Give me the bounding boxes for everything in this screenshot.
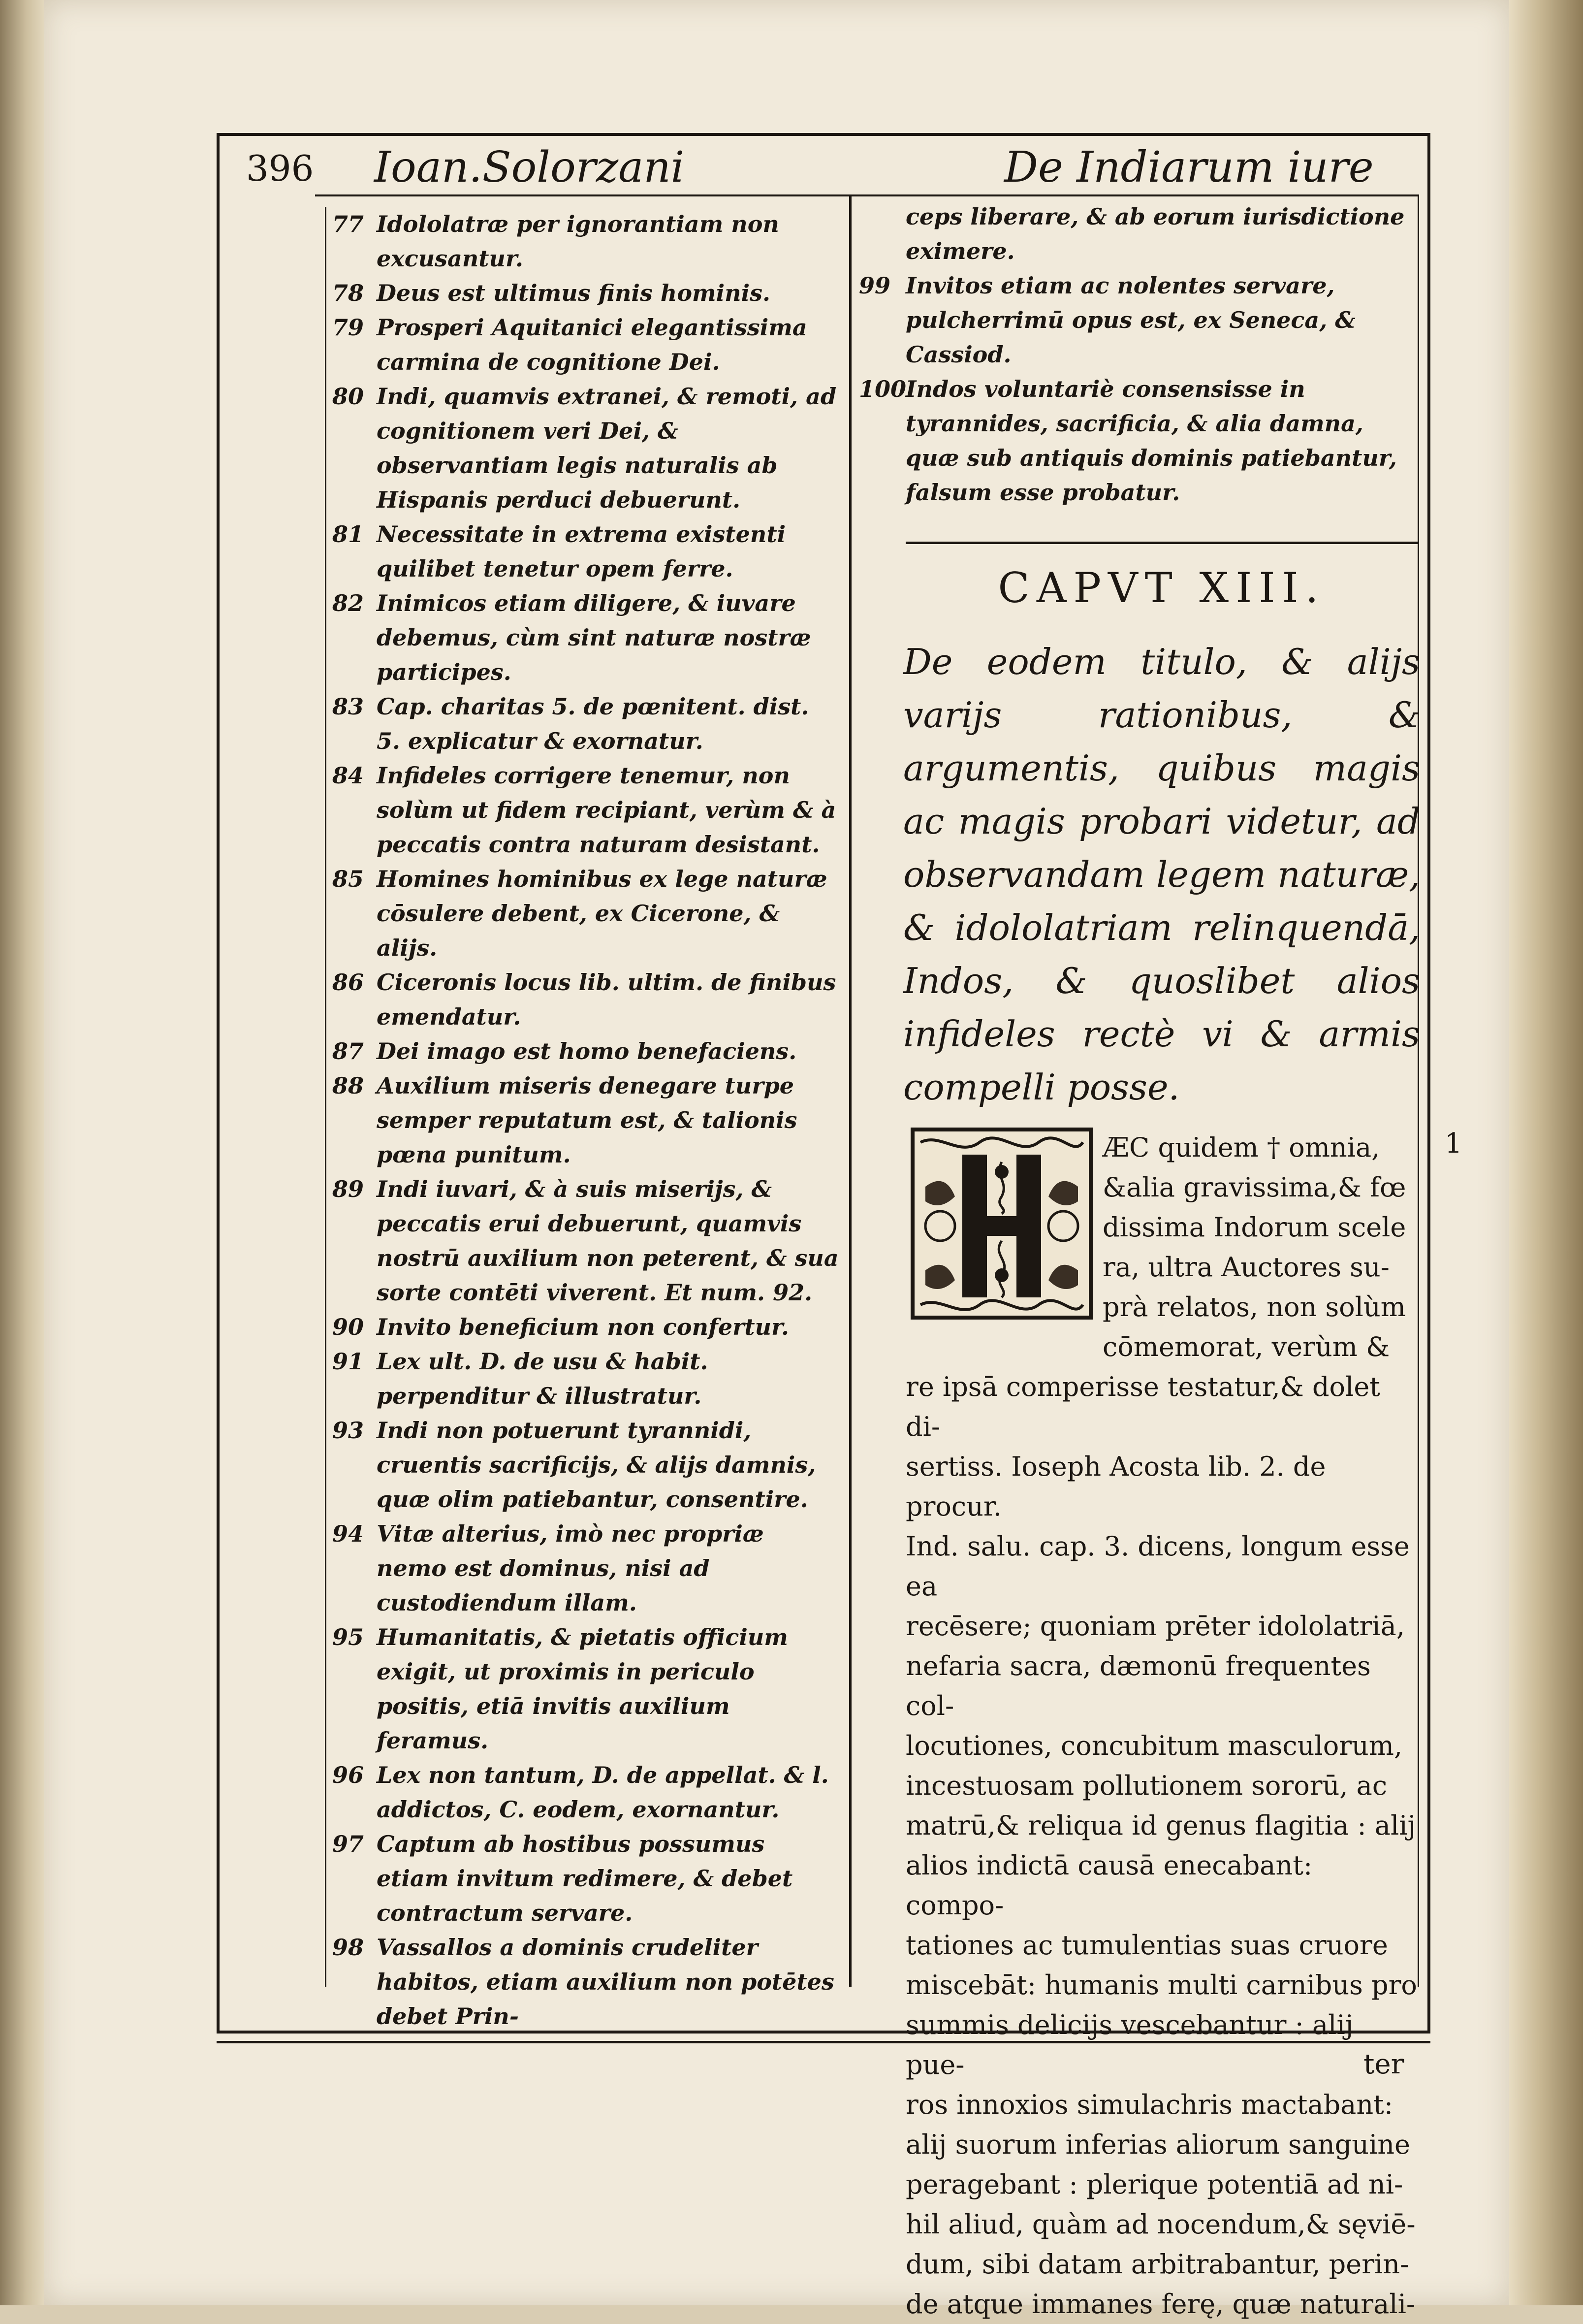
body-line: alij suorum inferias aliorum sanguine bbox=[906, 2129, 1410, 2160]
index-entry bbox=[332, 1517, 839, 1620]
body-line: prà relatos, non solùm bbox=[1103, 1291, 1406, 1323]
index-entry bbox=[332, 379, 839, 517]
entry-text: Inimicos etiam diligere, & iuvare debemus, cùm sint naturæ nostræ participes. bbox=[377, 590, 811, 685]
body-line: tationes ac tumulentias suas cruore bbox=[906, 1930, 1388, 1961]
index-entry bbox=[859, 268, 1415, 372]
entry-text: Indos voluntariè consensisse in tyrannides, sacrificia, & alia damna, quæ sub antiquis dominis patiebantur, falsum esse probatur. bbox=[906, 376, 1397, 506]
body-line: alios indictā causā enecabant: compo- bbox=[906, 1850, 1313, 1921]
body-line: summis delicijs vescebantur : alij pue- bbox=[906, 2009, 1354, 2080]
book-gutter bbox=[0, 0, 44, 2305]
running-title: De Indiarum iure bbox=[1004, 143, 1374, 192]
entry-number: 95 bbox=[332, 1624, 364, 1650]
entry-text: Ciceronis locus lib. ultim. de finibus emendatur. bbox=[377, 969, 836, 1030]
entry-text: Auxilium miseris denegare turpe semper reputatum est, & talionis pœna punitum. bbox=[377, 1072, 797, 1168]
body-line: dissima Indorum scele bbox=[1103, 1212, 1406, 1243]
index-entry bbox=[332, 1310, 839, 1344]
entry-number: 86 bbox=[332, 969, 364, 996]
entry-text: Invito beneficium non confertur. bbox=[377, 1314, 790, 1340]
footer-rule bbox=[217, 2041, 1430, 2043]
body-line: re ipsā comperisse testatur,& dolet di- bbox=[906, 1371, 1380, 1442]
entry-text: Dei imago est homo benefaciens. bbox=[377, 1038, 797, 1065]
entry-number: 88 bbox=[332, 1072, 364, 1099]
index-entry bbox=[859, 372, 1415, 510]
entry-number: 80 bbox=[332, 383, 364, 410]
chapter-body bbox=[906, 1128, 1418, 2324]
entry-text: Indi iuvari, & à suis miserijs, & peccatis erui debuerunt, quamvis nostrū auxilium non peterent, & sua sorte contēti viverent. Et num. 92. bbox=[377, 1176, 839, 1306]
entry-text: Prosperi Aquitanici elegantissima carmina de cognitione Dei. bbox=[377, 314, 807, 375]
entry-text: Homines hominibus ex lege naturæ cōsulere debent, ex Cicerone, & alijs. bbox=[377, 866, 827, 961]
chapter-heading: CAPVT XIII. bbox=[998, 564, 1326, 612]
body-line: ros innoxios simulachris mactabant: bbox=[906, 2089, 1393, 2120]
entry-text: Lex non tantum, D. de appellat. & l. addictos, C. eodem, exornantur. bbox=[377, 1762, 829, 1823]
catchword: ter bbox=[1363, 2048, 1404, 2080]
index-entry bbox=[332, 1620, 839, 1758]
entry-number: 91 bbox=[332, 1348, 364, 1375]
index-entry bbox=[332, 758, 839, 862]
entry-text: Lex ult. D. de usu & habit. perpenditur & illustratur. bbox=[377, 1348, 708, 1409]
entry-text: Cap. charitas 5. de pœnitent. dist. 5. explicatur & exornatur. bbox=[377, 693, 809, 754]
entry-text: Deus est ultimus finis hominis. bbox=[377, 280, 770, 306]
body-line: nefaria sacra, dæmonū frequentes col- bbox=[906, 1650, 1371, 1721]
entry-text: Indi, quamvis extranei, & remoti, ad cognitionem veri Dei, & observantiam legis naturalis ab Hispanis perduci debuerunt. bbox=[377, 383, 837, 513]
entry-number: 98 bbox=[332, 1934, 364, 1961]
summary-index-right bbox=[859, 199, 1415, 510]
entry-number: 85 bbox=[332, 866, 364, 892]
entry-number: 78 bbox=[332, 280, 364, 306]
entry-text: Invitos etiam ac nolentes servare, pulcherrimū opus est, ex Seneca, & Cassiod. bbox=[906, 272, 1356, 368]
index-entry bbox=[332, 1930, 839, 2034]
entry-number: 90 bbox=[332, 1314, 364, 1340]
index-entry bbox=[332, 1068, 839, 1172]
entry-text: Vassallos a dominis crudeliter habitos, etiam auxilium non potētes debet Prin- bbox=[377, 1934, 834, 2030]
entry-text: Humanitatis, & pietatis officium exigit, ut proximis in periculo positis, etiā invitis auxilium feramus. bbox=[377, 1624, 788, 1754]
index-entry bbox=[332, 207, 839, 276]
margin-note-number: 1 bbox=[1445, 1128, 1462, 1160]
body-line: dum, sibi datam arbitrabantur, perin- bbox=[906, 2249, 1409, 2280]
section-rule bbox=[906, 542, 1418, 544]
body-line: hil aliud, quàm ad nocendum,& sęviē- bbox=[906, 2209, 1416, 2240]
index-entry bbox=[332, 862, 839, 965]
body-line: cōmemorat, verùm & bbox=[1103, 1331, 1390, 1362]
index-entry bbox=[332, 689, 839, 758]
index-entry bbox=[332, 1344, 839, 1413]
right-index bbox=[859, 199, 1415, 510]
entry-number: 81 bbox=[332, 521, 364, 548]
body-line: ÆC quidem † omnia, bbox=[1103, 1132, 1380, 1163]
index-entry bbox=[332, 1413, 839, 1517]
body-line: matrū,& reliqua id genus flagitia : alij bbox=[906, 1810, 1416, 1841]
entry-text: Vitæ alterius, imò nec propriæ nemo est dominus, nisi ad custodiendum illam. bbox=[377, 1520, 764, 1616]
body-line: peragebant : plerique potentiā ad ni- bbox=[906, 2169, 1403, 2200]
index-entry bbox=[332, 1758, 839, 1827]
index-entry bbox=[332, 310, 839, 379]
index-entry bbox=[332, 1034, 839, 1068]
body-line: miscebāt: humanis multi carnibus pro bbox=[906, 1969, 1417, 2001]
body-line: &alia gravissima,& fœ bbox=[1103, 1172, 1406, 1203]
body-line: Ind. salu. cap. 3. dicens, longum esse ea bbox=[906, 1531, 1410, 1602]
summary-index-left bbox=[332, 207, 839, 2034]
header-rule bbox=[315, 194, 1418, 196]
index-entry bbox=[332, 1827, 839, 1930]
entry-number: 96 bbox=[332, 1762, 364, 1788]
entry-number: 94 bbox=[332, 1520, 364, 1547]
entry-text: Necessitate in extrema existenti quilibet tenetur opem ferre. bbox=[377, 521, 786, 582]
index-entry bbox=[332, 517, 839, 586]
page-number: 396 bbox=[246, 148, 314, 189]
index-entry bbox=[332, 586, 839, 689]
chapter-title: De eodem titulo, & alijs varijs rationibus, & argumentis, quibus magis ac magis probari videtur, ad observandam legem naturæ, & idololatriam relinquendā, Indos, & quoslibet alios infideles rectè vi & armis compelli posse. bbox=[903, 641, 1420, 1108]
body-line: ra, ultra Auctores su- bbox=[1103, 1252, 1390, 1283]
index-continuation: ceps liberare, & ab eorum iurisdictione eximere. bbox=[906, 203, 1405, 264]
body-line: incestuosam pollutionem sororū, ac bbox=[906, 1770, 1388, 1801]
entry-number: 97 bbox=[332, 1831, 364, 1857]
entry-number: 99 bbox=[859, 272, 891, 299]
column-divider bbox=[849, 194, 852, 1987]
entry-number: 77 bbox=[332, 211, 364, 237]
entry-text: Infideles corrigere tenemur, non solùm ut fidem recipiant, verùm & à peccatis contra naturam desistant. bbox=[377, 762, 836, 858]
entry-number: 84 bbox=[332, 762, 364, 789]
body-line: recēsere; quoniam prēter idololatriā, bbox=[906, 1611, 1405, 1642]
running-head bbox=[226, 143, 1423, 197]
left-column-rule bbox=[325, 207, 326, 1987]
body-line: locutiones, concubitum masculorum, bbox=[906, 1730, 1403, 1761]
entry-text: Idololatræ per ignorantiam non excusantur. bbox=[377, 211, 779, 272]
entry-number: 83 bbox=[332, 693, 364, 720]
index-entry bbox=[332, 965, 839, 1034]
entry-number: 93 bbox=[332, 1417, 364, 1444]
index-entry bbox=[332, 276, 839, 310]
entry-text: Indi non potuerunt tyrannidi, cruentis sacrificijs, & alijs damnis, quæ olim patiebantur, consentire. bbox=[377, 1417, 816, 1513]
page-edge bbox=[1509, 0, 1583, 2305]
body-line: de atque immanes ferę, quæ naturali- bbox=[906, 2289, 1416, 2320]
entry-number: 82 bbox=[332, 590, 364, 616]
body-line: sertiss. Ioseph Acosta lib. 2. de procur. bbox=[906, 1451, 1326, 1522]
entry-number: 100 bbox=[859, 376, 907, 402]
entry-number: 89 bbox=[332, 1176, 364, 1202]
entry-number: 87 bbox=[332, 1038, 364, 1065]
index-entry bbox=[332, 1172, 839, 1310]
running-author: Ioan.Solorzani bbox=[374, 143, 685, 192]
entry-text: Captum ab hostibus possumus etiam invitum redimere, & debet contractum servare. bbox=[377, 1831, 793, 1926]
entry-number: 79 bbox=[332, 314, 364, 341]
